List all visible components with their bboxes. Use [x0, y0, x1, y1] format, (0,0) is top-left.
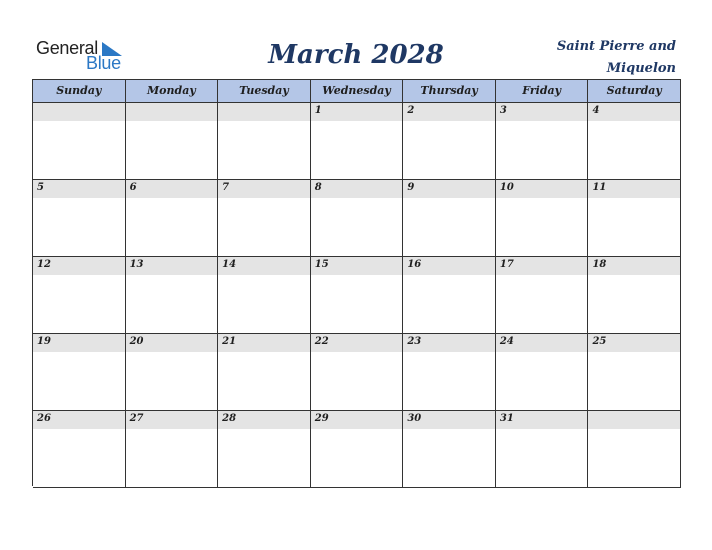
weekday-sunday: Sunday: [33, 80, 126, 103]
day-band: [126, 180, 218, 198]
day-cell[interactable]: [311, 103, 404, 180]
day-cell[interactable]: [126, 411, 219, 488]
day-band: [403, 180, 495, 198]
day-number: 10: [499, 182, 514, 193]
day-number: 18: [592, 259, 607, 270]
day-number: 25: [592, 336, 607, 347]
day-cell[interactable]: [126, 180, 219, 257]
day-cell[interactable]: [403, 180, 496, 257]
day-band: [33, 180, 125, 198]
day-number: 6: [129, 182, 137, 193]
day-number: 19: [37, 336, 51, 347]
day-number: 3: [499, 105, 507, 116]
day-cell[interactable]: [588, 180, 681, 257]
day-number: 1: [314, 105, 322, 116]
day-band: [403, 103, 495, 121]
day-band: [588, 411, 680, 429]
day-band: [218, 103, 310, 121]
day-cell[interactable]: [496, 180, 589, 257]
day-number: 15: [314, 259, 329, 270]
day-band: [218, 180, 310, 198]
day-cell[interactable]: [218, 103, 311, 180]
day-number: 14: [222, 259, 237, 270]
weekday-monday: Monday: [126, 80, 219, 103]
day-number: 27: [129, 413, 144, 424]
day-band: [33, 103, 125, 121]
day-number: 2: [407, 105, 415, 116]
day-cell[interactable]: [403, 257, 496, 334]
day-cell[interactable]: [311, 180, 404, 257]
day-number: 29: [314, 413, 329, 424]
day-band: [126, 103, 218, 121]
weekday-thursday: Thursday: [403, 80, 496, 103]
day-band: [496, 103, 588, 121]
day-number: 8: [314, 182, 322, 193]
day-number: 16: [407, 259, 422, 270]
day-number: 30: [407, 413, 422, 424]
weekday-friday: Friday: [496, 80, 589, 103]
day-number: 24: [499, 336, 514, 347]
weekday-saturday: Saturday: [588, 80, 681, 103]
day-number: 11: [592, 182, 607, 193]
day-cell[interactable]: [126, 103, 219, 180]
week-row: [33, 180, 681, 257]
day-number: 4: [592, 105, 600, 116]
day-number: 9: [407, 182, 415, 193]
weekday-wednesday: Wednesday: [311, 80, 404, 103]
day-cell[interactable]: [496, 334, 589, 411]
day-cell[interactable]: [33, 103, 126, 180]
day-cell[interactable]: [403, 334, 496, 411]
day-cell[interactable]: [588, 411, 681, 488]
day-cell[interactable]: [218, 334, 311, 411]
day-cell[interactable]: [311, 411, 404, 488]
day-cell[interactable]: [33, 257, 126, 334]
day-cell[interactable]: [403, 411, 496, 488]
day-cell[interactable]: [218, 180, 311, 257]
week-row: [33, 257, 681, 334]
day-cell[interactable]: [311, 257, 404, 334]
day-cell[interactable]: [218, 257, 311, 334]
calendar-grid: [32, 79, 681, 486]
day-cell[interactable]: [33, 180, 126, 257]
day-number: 23: [407, 336, 422, 347]
day-cell[interactable]: [33, 411, 126, 488]
day-number: 31: [499, 413, 514, 424]
logo-blue-text: Blue: [86, 53, 121, 73]
week-row: [33, 103, 681, 180]
day-cell[interactable]: [126, 257, 219, 334]
day-number: 17: [499, 259, 514, 270]
day-cell[interactable]: [496, 257, 589, 334]
day-cell[interactable]: [403, 103, 496, 180]
logo-general-text: General: [36, 38, 98, 58]
calendar-title: March 2028: [268, 40, 444, 70]
day-number: 28: [222, 413, 237, 424]
weekday-tuesday: Tuesday: [218, 80, 311, 103]
weekday-header-row: [33, 80, 681, 103]
day-cell[interactable]: [588, 103, 681, 180]
day-cell[interactable]: [588, 257, 681, 334]
day-number: 26: [37, 413, 51, 424]
weeks-container: [33, 103, 681, 488]
day-band: [311, 103, 403, 121]
day-cell[interactable]: [588, 334, 681, 411]
day-number: 22: [314, 336, 329, 347]
day-number: 12: [37, 259, 51, 270]
day-band: [588, 103, 680, 121]
day-number: 21: [222, 336, 237, 347]
week-row: [33, 411, 681, 488]
day-cell[interactable]: [496, 103, 589, 180]
day-number: 5: [37, 182, 44, 193]
day-cell[interactable]: [311, 334, 404, 411]
day-number: 7: [222, 182, 230, 193]
day-cell[interactable]: [496, 411, 589, 488]
day-number: 20: [129, 336, 144, 347]
day-number: 13: [129, 259, 144, 270]
day-band: [311, 180, 403, 198]
day-cell[interactable]: [218, 411, 311, 488]
day-cell[interactable]: [33, 334, 126, 411]
day-cell[interactable]: [126, 334, 219, 411]
region-name: Saint Pierre and Miquelon: [556, 39, 676, 76]
week-row: [33, 334, 681, 411]
